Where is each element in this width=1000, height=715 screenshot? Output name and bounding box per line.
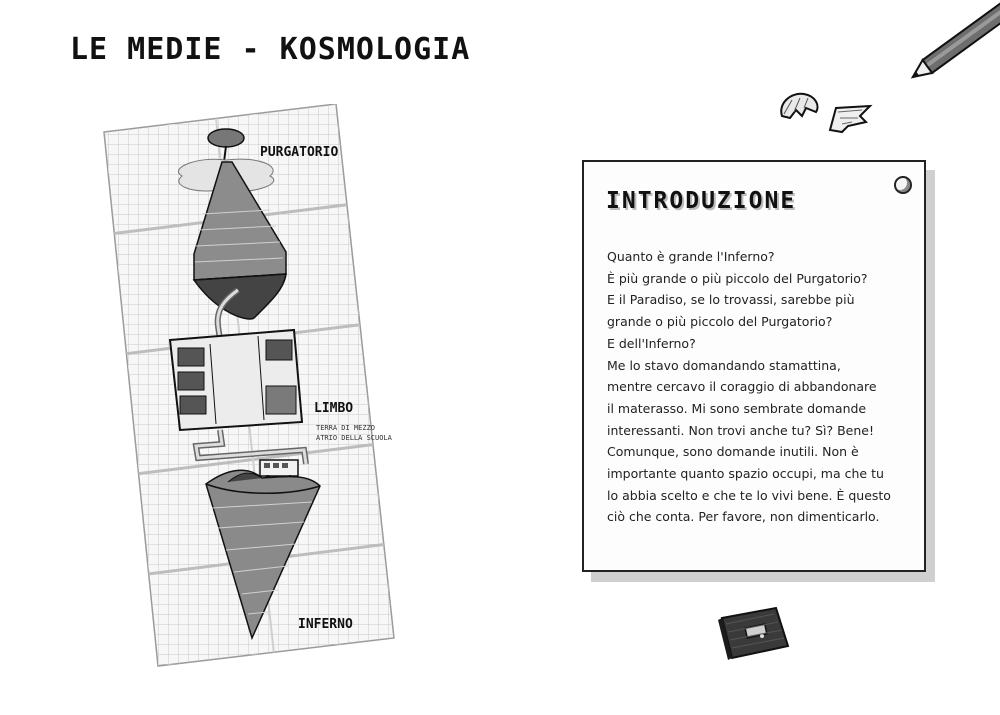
pencil-shavings-icon: [826, 100, 876, 136]
map-label-limbo-note-1: TERRA DI MEZZO: [316, 424, 376, 432]
note-line: Me lo stavo domandando stamattina,: [607, 357, 841, 373]
map-illustration: [98, 104, 398, 672]
note-line: ciò che conta. Per favore, non dimenticarlo.: [607, 509, 880, 525]
map-label-purgatorio: PURGATORIO: [260, 145, 339, 160]
cosmology-map: [98, 104, 398, 672]
note-line: lo abbia scelto e che te lo vivi bene. È questo: [607, 487, 891, 503]
map-label-limbo: LIMBO: [314, 401, 354, 416]
note-title: INTRODUZIONE: [606, 188, 797, 214]
note-line: E il Paradiso, se lo trovassi, sarebbe più: [607, 292, 855, 308]
pencil-shavings-icon: [776, 86, 822, 124]
note-line: E dell'Inferno?: [607, 335, 696, 351]
pin-icon: [894, 176, 912, 194]
note-line: mentre cercavo il coraggio di abbandonare: [607, 379, 877, 395]
limbo-school-plan: [170, 330, 302, 430]
map-label-inferno: INFERNO: [298, 617, 353, 632]
pencil-icon: [900, 0, 1000, 100]
introduction-note: [582, 160, 926, 572]
note-body: [607, 246, 917, 528]
note-line: interessanti. Non trovi anche tu? Sì? Bene!: [607, 422, 874, 438]
page-title: LE MEDIE - KOSMOLOGIA: [70, 32, 471, 67]
note-line: È più grande o più piccolo del Purgatorio?: [607, 270, 868, 286]
sharpener-icon: [716, 600, 792, 662]
note-line: il materasso. Mi sono sembrate domande: [607, 400, 867, 416]
note-line: Comunque, sono domande inutili. Non è: [607, 444, 859, 460]
note-line: Quanto è grande l'Inferno?: [607, 249, 775, 264]
note-line: grande o più piccolo del Purgatorio?: [607, 314, 833, 330]
note-line: importante quanto spazio occupi, ma che tu: [607, 466, 884, 482]
map-label-limbo-note-2: ATRIO DELLA SCUOLA: [316, 434, 392, 442]
